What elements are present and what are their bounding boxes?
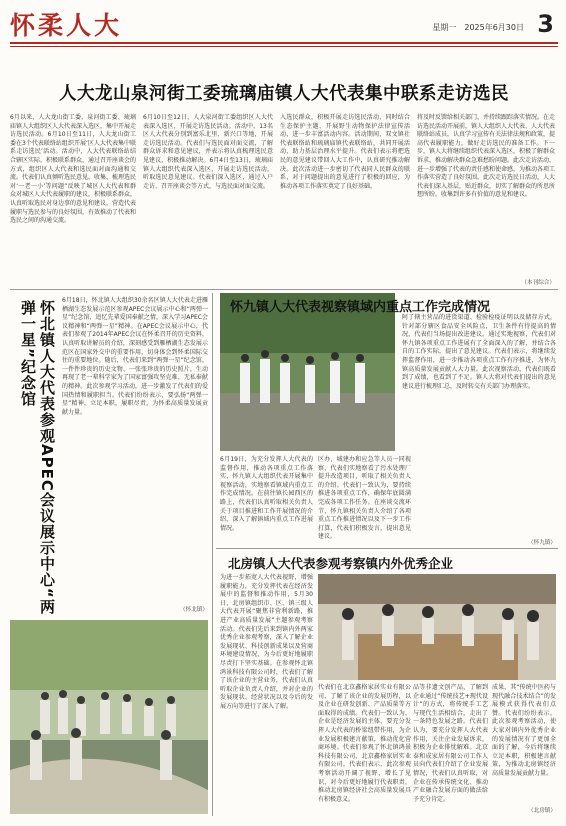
beifang-photo [318, 574, 556, 680]
apec-photo [10, 620, 208, 814]
column-divider [212, 293, 213, 816]
beifang-column-4: 成果，其“传统中医药与现代融合技术结合”的发展模式获得代表们点赞。代表们纷纷表示，此次参观考察活动，使大家对镇内外优秀企业的发展情况有了更加全面的了解，今后将继续立足本职，积极建言献策，为推动北房镇经济高质量发展贡献力量。 [492, 684, 556, 777]
beifang-column-3: 品等非遗文创产品，了解到企业通过“传统技艺+现代设计”的方式，将传统手工艺与现代生活相结合，走出了一条特色发展之路。代表们认为，要充分发挥人大代表作用，关注企业发展诉求，积极为企业排忧解难。北京泰和成家居有限公司工作人员向代表们介绍了企业发展情况，代表们认真听取，对企业在传承传统文化、推动产业融合发展方面的做法给予充分肯定。 [413, 684, 488, 803]
lead-column-2: 6月10日至12日，人大泉河街工委组织区人大代表深入选区，开展走访选民活动。活动中，13名区人大代表分别到富乐北里、新兴口等地，开展走访选民活动。代表们与选民面对面交流，了解群众诉求和意见建议，并表示将认真梳理选民意见建议，积极推动解决。6月4日至13日，琉璃庙镇人大组织代表深入选区，开展走访选民活动，听取选民意见建议。代表们深入选区，通过入户走访、召开座谈会等方式，与选民面对面交流。 [143, 114, 273, 190]
section-divider [10, 289, 558, 290]
jiuduhe-title: 怀九镇人大代表视察镇域内重点工作完成情况 [230, 300, 491, 315]
beifang-photo-illustration [318, 574, 556, 680]
apec-body: 6月18日，怀北镇人大组织30余名区镇人大代表走进雁栖湖生态发展示范区参观APEC会议展示中心和“两弹一星”纪念馆，追忆先辈爱国奉献之情，深入学习APEC会议精神和“两弹一星”精神。在APEC会议展示中心，代表们参观了2014年APEC会议在怀柔召开的历史资料，认真听取讲解员的介绍，深刻感受到雁栖湖生态发展示范区在国家外交中的重要作用，切身体会到怀柔国际交往的重要地位。随后，代表们来到“两弹一星”纪念馆，一件件珍贵的历史文物、一张张珍贵的历史照片，生动再现了老一辈科学家为了国家富强攻坚克难、无私奉献的精神。此次参观学习活动，进一步激发了代表们的爱国热情和履职担当。代表们纷纷表示，要弘扬“两弹一星”精神，立足本职，履职尽责，为怀柔高质量发展贡献力量。 [62, 297, 208, 416]
jiuduhe-column-3: 阿了辖主营品的进货渠道、检验检疫证明以及储存方式，针对部分辖区食品安全风险点，卫生条件有待提高的情况，代表们当场提出改进建议。通过实地视察，代表们对怀九镇各项重点工作进展有了全面深入的了解，并结合各自的工作实际，提出了意见建议。代表们表示，将继续发挥监督作用，进一步推动各项重点工作有序推进，为怀九镇高质量发展贡献人大力量。此次视察活动，代表们既看到了成绩，也看到了不足。镇人大将对代表们提出的意见建议进行梳理汇总，及时转交有关部门办理落实。 [402, 314, 556, 390]
jiuduhe-photo [220, 293, 395, 451]
apec-title: 怀北镇人大代表参观APEC会议展示中心“两弹一星”纪念馆 [19, 300, 56, 615]
lead-column-1: 6月以来，人大龙山街工委、泉河街工委、琉璃庙镇人大组织区人大代表深入选区，集中开展走访选民活动。6月10日至11日，人大龙山街工委在3个代表联络站组织开展‘区人大代表集中联系走访选民’活动。活动中，人大代表联络站结合辖区实际，积极联系群众，通过召开座谈会的方式，组织区人大代表和选民面对面沟通和交流。代表们认真倾听选民意见，收集、梳理选民对‘一老一小’等问题”反映了城区人大代表和群众对城区人大代表履职的建议，积极联系群众，认真听取选民对身边事的意见和建议，营造代表履职与选民参与的良好氛围，有效推动了代表和选民之间的沟通交流。 [10, 114, 137, 225]
jiuduhe-photo-illustration [220, 293, 395, 451]
jiuduhe-column-1: 6月19日，为充分发挥人大代表的监督作用，推动各项重点工作落实，怀九镇人大组织代表开展集中视察活动，实地察看镇域内重点工作完成情况。在前往镇长园西区的路上，代表们认真听取相关负责人关于项目推进和工作开展情况的介绍，深入了解镇域内重点工作进展情况。 [220, 456, 313, 532]
beifang-column-1: 为进一步拓宽人大代表视野，增强履职能力，充分发挥代表在经济发展中的监督和推动作用，5月30日，北房镇组织市、区、镇三级人大代表开展“聚焦非营利新路，推进产业高质量发展”主题参观考察活动。代表们先后来到镇内外两家优秀企业参观考察，深入了解企业发展现状、科技创新成果以及营商环境建设情况，为今后更好地履职尽责打下坚实基础。在参观怀北镇鸿景科技有限公司时，代表们了解了该企业的主营业务，代表们认真听取企业负责人介绍，并对企业的发展现状、经营状况以及今后的发展方向等进行了深入了解。 [220, 574, 313, 710]
beifang-column-2: 代表们在北京鑫格家居实业有限公司，了解了该企业的发展历程，以及企业在研发创新、产品质量等方面取得的成绩。代表们一致认为，企业是经济发展的主体，要充分发挥人大代表的桥梁纽带作用，为企业发展积极建言献策，推动优化营商环境。代表们参观了怀北镇鸿景科技有限公司、北京鑫格家居实业有限公司。代表们表示，此次参观考察活动开阔了视野，增长了见识，对今后更好地履行代表职责，推动北房镇经济社会高质量发展具有积极意义。 [318, 684, 411, 803]
masthead-rule [10, 42, 558, 44]
apec-byline: （怀北镇） [180, 607, 208, 613]
lead-column-4: 将及时反馈给相关部门，并持续跟踪落实情况。在走访选民活动开展前，镇人大组织人大代表、人大代表联络站成员，认真学习宣传有关法律法规和政策，提高代表履职能力，做好走访选民的准备工作。下一步，镇人大将继续组织代表深入选区，积极了解群众诉求，推动解决群众急难愁盼问题。此次走访活动，进一步增强了代表的责任感和使命感，为推动各项工作落实营造了良好氛围。此次走访选民日活动，人大代表们深入基层，贴近群众，切实了解群众的所思所想所盼，收集到许多有价值的意见和建议。 [417, 114, 556, 199]
lead-headline: 人大龙山泉河街工委琉璃庙镇人大代表集中联系走访选民 [59, 84, 509, 104]
masthead-thin-rule [10, 46, 558, 47]
page-number: 3 [537, 10, 554, 38]
jiuduhe-byline: （怀九镇） [528, 540, 556, 546]
masthead [10, 6, 558, 42]
beifang-title: 北房镇人大代表参观考察镇内外优秀企业 [228, 556, 454, 571]
beifang-byline: （北房镇） [528, 808, 556, 814]
dateline: 星期一 2025年6月30日 [432, 23, 524, 32]
newspaper-logo: 怀柔人大 [10, 11, 123, 40]
lead-byline: （本刊综合） [521, 280, 555, 286]
apec-photo-illustration [10, 620, 208, 814]
jiuduhe-column-2: 区办，城建办和应急等人员一同视察，代表们实地察看了污水处理厂提升改造项目，听取了相关负责人的介绍。代表们一致认为，要持续推进各项重点工作，确保年底圆满完成各项工作任务。在座谈交流环节，怀九镇相关负责人介绍了各项重点工作推进情况以及下一步工作打算，代表们积极发言，提出意见建议。 [318, 456, 411, 541]
section-divider-right [216, 548, 558, 549]
lead-column-3: 入选民群众，积极开展走访选民活动，同时结合生态保护主题，开展野生动物保护法律宣传活动，进一步丰富活动内容。活动期间，双文镇社代表联络站和琉璃庙镇代表联络站，共同开展活动，助力基层治理水平提升。代表们表示将把选民的意见建议带回人大工作中，认真研究推动解决。此次活动进一步密切了代表同人民群众的联系，对于问题提出的意见进行了积极的回应，为推动各项工作落实奠定了良好基础。 [280, 114, 410, 190]
